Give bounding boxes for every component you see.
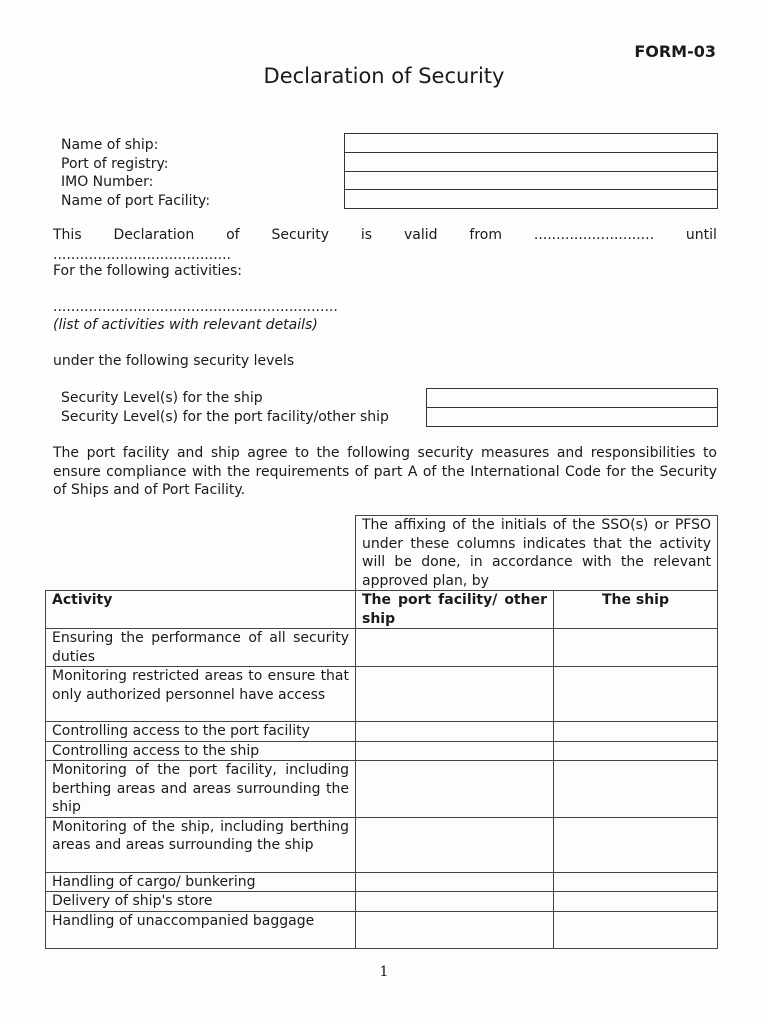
activity-cell: Monitoring restricted areas to ensure that only authorized personnel have access (46, 667, 356, 722)
activity-cell: Monitoring of the port facility, including berthing areas and areas surrounding the ship (46, 761, 356, 818)
affix-note: The affixing of the initials of the SSO(s) or PFSO under these columns indicates that the activity will be done, in accordance with the relevant approved plan, by (356, 516, 718, 591)
page-title: Declaration of Security (263, 64, 505, 88)
port-initials-cell[interactable] (356, 892, 554, 912)
table-row (46, 872, 718, 892)
form-id: FORM-03 (634, 42, 716, 61)
port-facility-header: The port facility/ other ship (356, 591, 554, 629)
word: of (226, 227, 240, 243)
agreement-paragraph: The port facility and ship agree to the following security measures and responsibilities to ensure compliance with the requirements of part A of the International Code for the Security of Ships and of Port Facility. (53, 445, 717, 498)
port-registry-field[interactable] (345, 153, 717, 172)
security-measures-table (45, 515, 718, 949)
word: from (469, 227, 502, 243)
ship-field-labels (61, 136, 210, 210)
ship-initials-cell[interactable] (554, 629, 718, 667)
activities-intro: For the following activities: (53, 263, 242, 279)
port-initials-cell[interactable] (356, 667, 554, 722)
ship-initials-cell[interactable] (554, 817, 718, 872)
table-row (46, 629, 718, 667)
imo-number-label: IMO Number: (61, 174, 154, 190)
ship-name-label: Name of ship: (61, 137, 159, 153)
word: until (685, 227, 717, 243)
port-initials-cell[interactable] (356, 761, 554, 818)
ship-initials-cell[interactable] (554, 667, 718, 722)
page-number: 1 (379, 964, 389, 980)
table-row (46, 667, 718, 722)
ship-initials-cell[interactable] (554, 722, 718, 742)
word: valid (403, 227, 438, 243)
ship-initials-cell[interactable] (554, 911, 718, 948)
ship-initials-cell[interactable] (554, 872, 718, 892)
port-facility-label: Name of port Facility: (61, 192, 211, 209)
port-level-label: Security Level(s) for the port facility/other ship (61, 408, 389, 425)
valid-from-blank[interactable]: ........................... (533, 227, 655, 243)
ship-header: The ship (554, 591, 718, 629)
port-facility-field[interactable] (345, 190, 717, 208)
activity-cell: Controlling access to the ship (46, 741, 356, 761)
security-level-labels (61, 389, 389, 426)
table-row (46, 741, 718, 761)
ship-field-boxes (344, 133, 718, 209)
validity-sentence (53, 227, 717, 243)
table-blank-cell (46, 516, 356, 591)
valid-until-blank[interactable]: ........................................ (53, 247, 232, 263)
word: This (53, 227, 82, 243)
word: Declaration (113, 227, 195, 243)
activities-blank[interactable]: ................................................................ (53, 299, 338, 315)
port-initials-cell[interactable] (356, 872, 554, 892)
ship-level-field[interactable] (427, 389, 717, 408)
word: Security (271, 227, 329, 243)
security-level-boxes (426, 388, 718, 427)
port-initials-cell[interactable] (356, 911, 554, 948)
activity-cell: Handling of cargo/ bunkering (46, 872, 356, 892)
port-registry-label: Port of registry: (61, 155, 169, 172)
levels-intro: under the following security levels (53, 353, 295, 369)
ship-initials-cell[interactable] (554, 892, 718, 912)
activities-note: (list of activities with relevant details) (53, 317, 318, 333)
port-initials-cell[interactable] (356, 741, 554, 761)
activity-cell: Delivery of ship's store (46, 892, 356, 912)
activity-cell: Ensuring the performance of all security duties (46, 629, 356, 667)
port-level-field[interactable] (427, 408, 717, 426)
table-row (46, 761, 718, 818)
table-row (46, 892, 718, 912)
ship-initials-cell[interactable] (554, 761, 718, 818)
activity-header: Activity (46, 591, 356, 629)
port-initials-cell[interactable] (356, 817, 554, 872)
ship-name-field[interactable] (345, 134, 717, 153)
imo-number-field[interactable] (345, 172, 717, 191)
activity-cell: Handling of unaccompanied baggage (46, 911, 356, 948)
ship-level-label: Security Level(s) for the ship (61, 390, 263, 406)
port-initials-cell[interactable] (356, 722, 554, 742)
word: is (360, 227, 373, 243)
activity-cell: Controlling access to the port facility (46, 722, 356, 742)
port-initials-cell[interactable] (356, 629, 554, 667)
table-row (46, 817, 718, 872)
ship-initials-cell[interactable] (554, 741, 718, 761)
activity-cell: Monitoring of the ship, including berthing areas and areas surrounding the ship (46, 817, 356, 872)
table-row (46, 911, 718, 948)
table-row (46, 722, 718, 742)
